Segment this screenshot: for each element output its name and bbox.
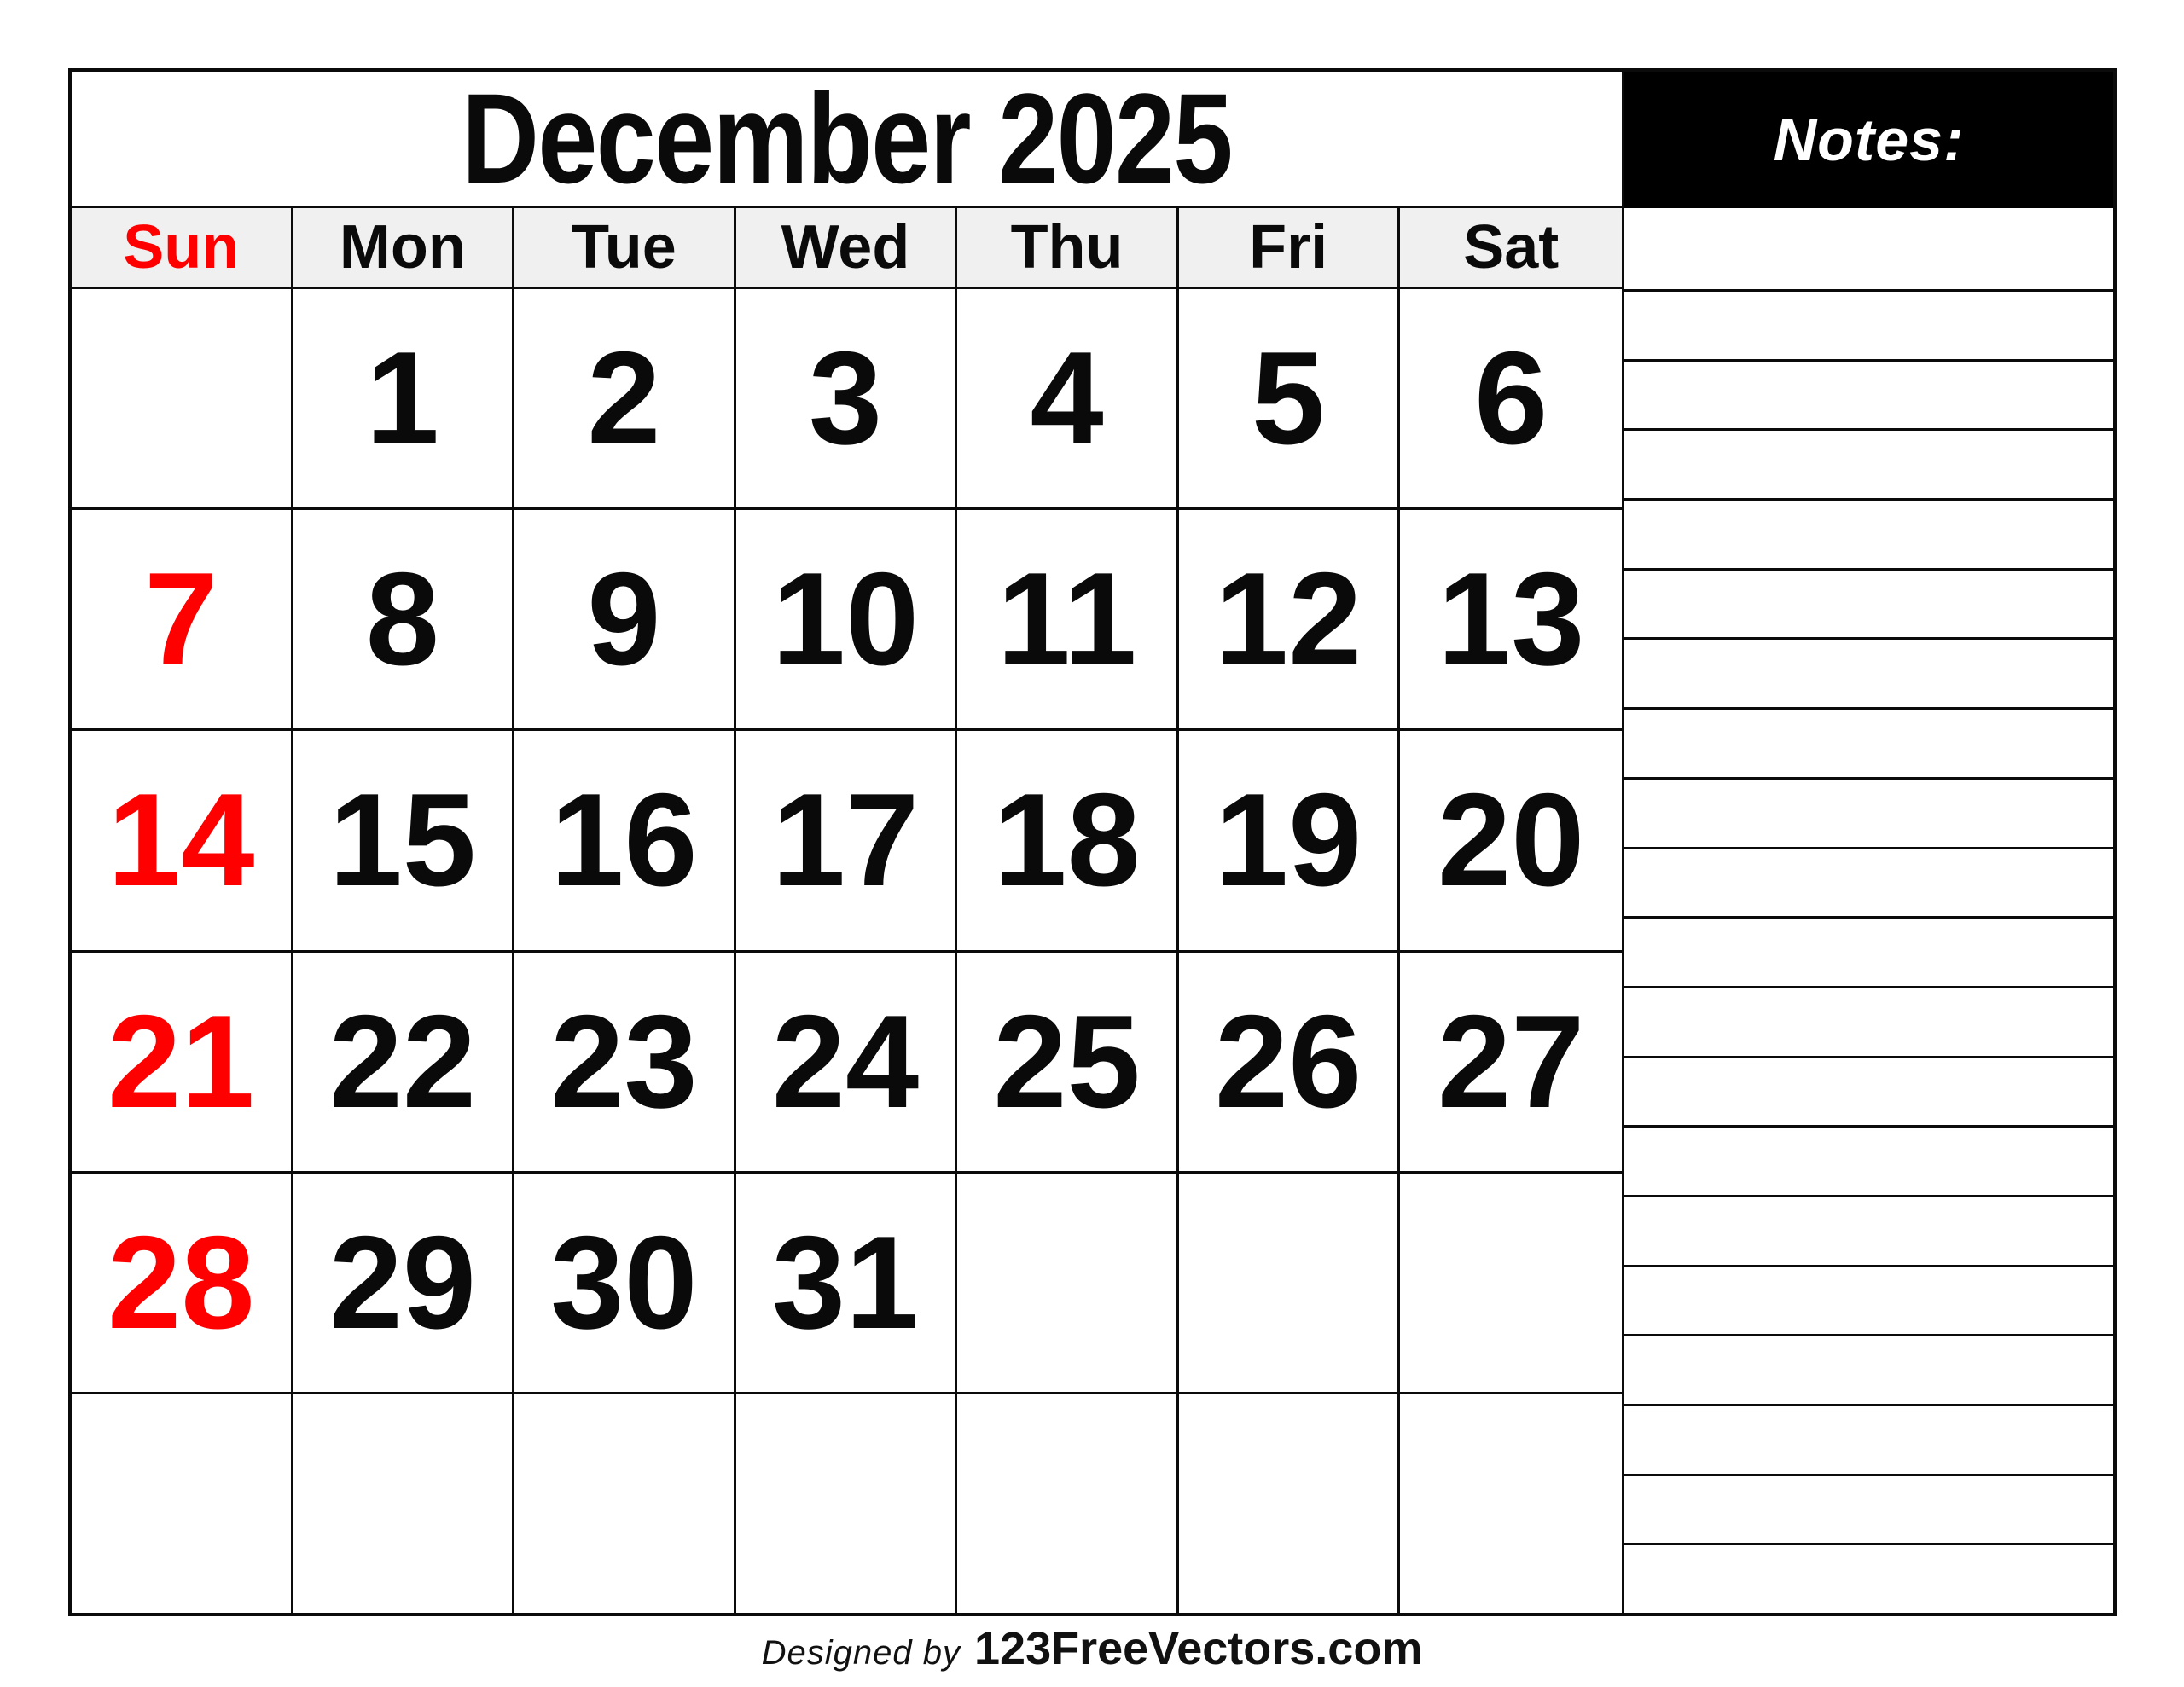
day-header-label: Tue — [572, 213, 677, 281]
date-cell-30 — [514, 1174, 736, 1392]
date-number: 6 — [1474, 324, 1548, 472]
date-cell-16 — [514, 731, 736, 949]
date-number: 16 — [550, 766, 698, 914]
notes-header — [1624, 72, 2113, 208]
date-cell-empty — [1179, 1394, 1401, 1613]
date-cell-5 — [1179, 289, 1401, 507]
date-number: 29 — [328, 1208, 477, 1356]
date-cell-18 — [957, 731, 1179, 949]
notes-ruled-line — [1624, 1334, 2113, 1404]
date-cell-15 — [293, 731, 515, 949]
date-cell-13 — [1400, 510, 1622, 728]
notes-ruled-line — [1624, 289, 2113, 359]
date-cell-empty — [514, 1394, 736, 1613]
notes-ruled-line — [1624, 847, 2113, 917]
date-cell-empty — [957, 1394, 1179, 1613]
notes-ruled-line — [1624, 568, 2113, 638]
day-header-tue — [514, 208, 736, 287]
date-cell-24 — [736, 953, 958, 1171]
date-number: 3 — [808, 324, 883, 472]
notes-ruled-line — [1624, 1474, 2113, 1544]
date-cell-23 — [514, 953, 736, 1171]
date-cell-empty — [72, 1394, 293, 1613]
date-number: 5 — [1252, 324, 1326, 472]
day-header-fri — [1179, 208, 1401, 287]
notes-ruled-area — [1624, 208, 2113, 1613]
date-cell-1 — [293, 289, 515, 507]
notes-ruled-line — [1624, 986, 2113, 1056]
date-number: 31 — [771, 1208, 920, 1356]
day-header-mon — [293, 208, 515, 287]
date-number: 4 — [1030, 324, 1104, 472]
date-cell-17 — [736, 731, 958, 949]
calendar-table — [68, 68, 2117, 1616]
date-cell-empty — [293, 1394, 515, 1613]
calendar-panel — [72, 67, 1622, 1613]
date-cell-28 — [72, 1174, 293, 1392]
week-row — [72, 1394, 1622, 1613]
notes-header-label: Notes: — [1773, 107, 1965, 173]
date-number: 21 — [107, 987, 255, 1135]
date-number: 27 — [1438, 987, 1585, 1135]
date-cell-8 — [293, 510, 515, 728]
date-number: 18 — [993, 766, 1141, 914]
notes-ruled-line — [1624, 1125, 2113, 1195]
date-cell-25 — [957, 953, 1179, 1171]
date-number: 9 — [587, 545, 661, 693]
date-number: 8 — [365, 545, 439, 693]
day-header-label: Mon — [339, 213, 466, 281]
date-cell-12 — [1179, 510, 1401, 728]
date-number: 24 — [771, 987, 920, 1135]
date-cell-26 — [1179, 953, 1401, 1171]
date-cell-7 — [72, 510, 293, 728]
date-number: 23 — [550, 987, 698, 1135]
notes-ruled-line — [1624, 1265, 2113, 1335]
date-number: 26 — [1214, 987, 1362, 1135]
footer-credit-prefix: Designed by — [761, 1634, 961, 1672]
day-header-sat — [1400, 208, 1622, 287]
date-number: 17 — [771, 766, 920, 914]
notes-ruled-line — [1624, 916, 2113, 986]
date-cell-31 — [736, 1174, 958, 1392]
date-number: 11 — [996, 545, 1137, 693]
date-cell-19 — [1179, 731, 1401, 949]
date-number: 25 — [993, 987, 1141, 1135]
date-cell-29 — [293, 1174, 515, 1392]
week-row — [72, 731, 1622, 952]
date-cell-empty — [1400, 1394, 1622, 1613]
date-cell-10 — [736, 510, 958, 728]
date-number: 7 — [144, 545, 218, 693]
date-cell-empty — [957, 1174, 1179, 1392]
notes-ruled-line — [1624, 498, 2113, 568]
date-cell-empty — [736, 1394, 958, 1613]
notes-ruled-line — [1624, 1056, 2113, 1126]
date-number: 28 — [107, 1208, 255, 1356]
notes-ruled-line — [1624, 428, 2113, 498]
day-header-sun — [72, 208, 293, 287]
day-header-label: Thu — [1010, 213, 1124, 281]
date-cell-empty — [1400, 1174, 1622, 1392]
date-number: 30 — [550, 1208, 698, 1356]
day-header-label: Sun — [123, 213, 240, 281]
weeks-grid — [72, 289, 1622, 1613]
date-cell-6 — [1400, 289, 1622, 507]
date-cell-27 — [1400, 953, 1622, 1171]
notes-ruled-line — [1624, 707, 2113, 777]
week-row — [72, 953, 1622, 1174]
week-row — [72, 289, 1622, 510]
notes-ruled-line — [1624, 777, 2113, 847]
footer-credit — [0, 1622, 2184, 1678]
notes-ruled-line — [1624, 208, 2113, 289]
weekday-header-row — [72, 208, 1622, 289]
date-number: 2 — [587, 324, 661, 472]
date-cell-20 — [1400, 731, 1622, 949]
day-header-label: Sat — [1463, 213, 1560, 281]
date-cell-11 — [957, 510, 1179, 728]
date-cell-3 — [736, 289, 958, 507]
date-number: 20 — [1438, 766, 1585, 914]
day-header-label: Fri — [1249, 213, 1328, 281]
date-cell-empty — [1179, 1174, 1401, 1392]
date-cell-4 — [957, 289, 1179, 507]
date-number: 14 — [107, 766, 255, 914]
notes-panel — [1622, 72, 2113, 1613]
week-row — [72, 510, 1622, 731]
notes-ruled-line — [1624, 1404, 2113, 1474]
date-number: 15 — [328, 766, 477, 914]
date-number: 1 — [365, 324, 439, 472]
date-number: 13 — [1438, 545, 1585, 693]
day-header-wed — [736, 208, 958, 287]
date-cell-21 — [72, 953, 293, 1171]
footer-brand-name: 123FreeVectors.com — [974, 1623, 1423, 1674]
day-header-label: Wed — [781, 213, 910, 281]
date-cell-22 — [293, 953, 515, 1171]
date-number: 10 — [771, 545, 920, 693]
notes-ruled-line — [1624, 359, 2113, 429]
date-number: 19 — [1214, 766, 1362, 914]
notes-ruled-line — [1624, 637, 2113, 707]
week-row — [72, 1174, 1622, 1394]
notes-ruled-line — [1624, 1195, 2113, 1265]
calendar-title: December 2025 — [462, 67, 1232, 210]
date-cell-9 — [514, 510, 736, 728]
date-cell-14 — [72, 731, 293, 949]
date-cell-2 — [514, 289, 736, 507]
notes-ruled-line — [1624, 1543, 2113, 1613]
date-number: 22 — [328, 987, 477, 1135]
day-header-thu — [957, 208, 1179, 287]
date-number: 12 — [1214, 545, 1362, 693]
title-row — [72, 67, 1622, 210]
date-cell-empty — [72, 289, 293, 507]
